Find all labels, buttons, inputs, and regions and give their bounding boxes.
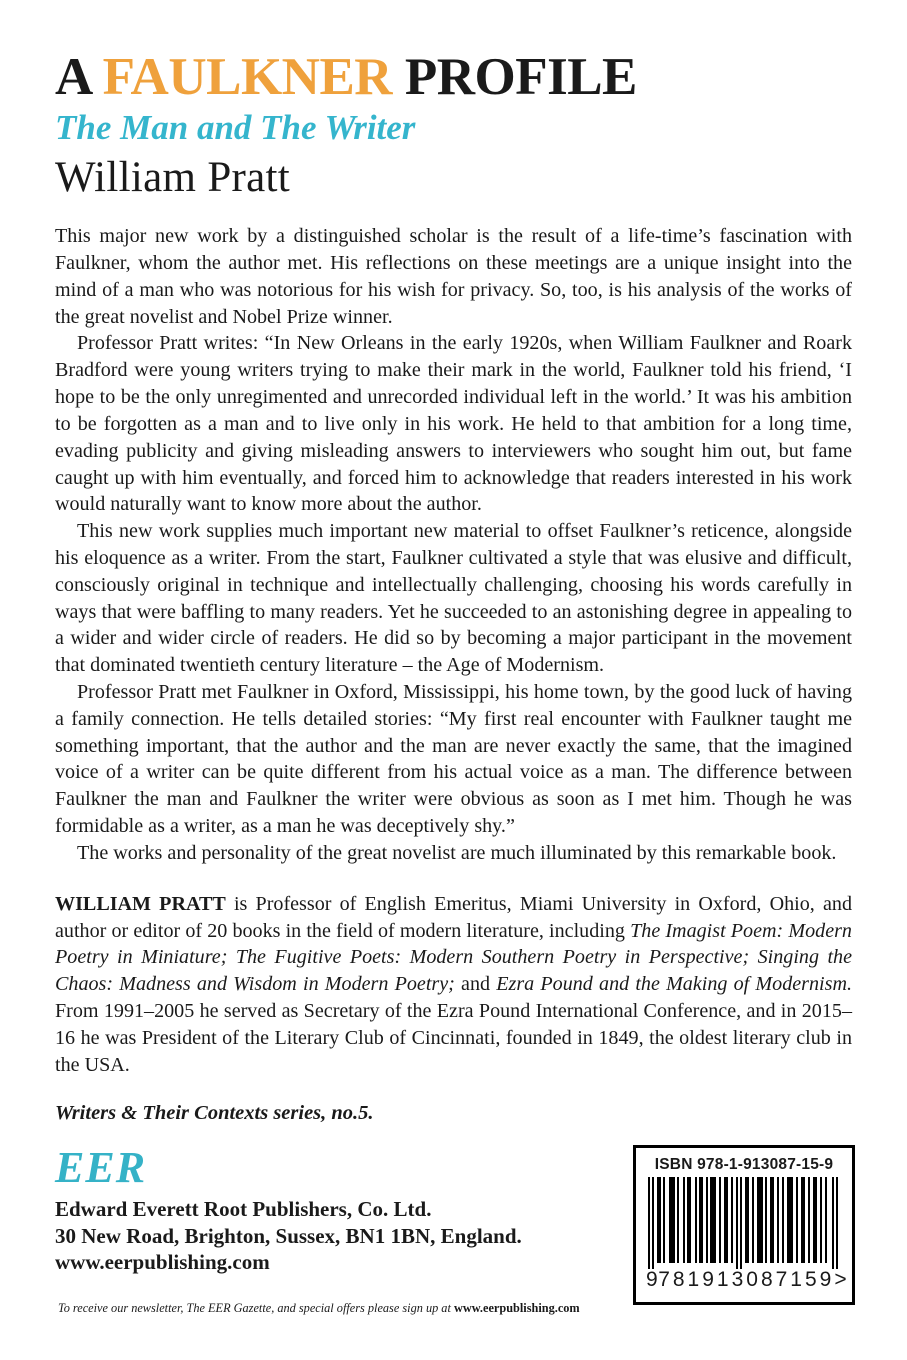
barcode-digit-group-2: 087159 xyxy=(746,1268,835,1291)
author-bio-name: WILLIAM PRATT xyxy=(55,892,226,915)
series-line: Writers & Their Contexts series, no.5. xyxy=(55,1102,374,1125)
blurb-paragraph: The works and personality of the great novelist are much illuminated by this remarkable book. xyxy=(77,841,837,864)
author-bio xyxy=(55,891,852,1079)
blurb-paragraph: Professor Pratt writes: “In New Orleans in the early 1920s, when William Faulkner and Roark Bradford were young writers trying to make their mark in the world, Faulkner told his friend, ‘I hope to be the only unregimented and unrecorded individual left in the world.’ It was his ambition to be forgotten as a man and to live only in his work. He held to that ambition for a long time, evading publicity and giving misleading answers to interviewers who sought him out, but fame caught up with him eventually, and forced him to acknowledge that readers interested in his work would naturally want to know more about the author. xyxy=(55,332,852,516)
blurb-paragraph: This new work supplies much important new material to offset Faulkner’s reticence, alongside his eloquence as a writer. From the start, Faulkner cultivated a style that was elusive and difficult, consciously original in technique and intellectually challenging, choosing his words carefully in ways that were baffling to many readers. Yet he succeeded to an astonishing degree in appealing to a wider and wider circle of readers. He did so by becoming a major participant in the movement that dominated twentieth century literature – the Age of Modernism. xyxy=(55,520,852,677)
newsletter-signup-line xyxy=(58,1301,580,1316)
title-block xyxy=(55,0,852,201)
author-name: William Pratt xyxy=(55,153,291,201)
newsletter-url[interactable]: www.eerpublishing.com xyxy=(453,1301,580,1316)
author-bio-intro: is Professor of English Emeritus, Miami University in Oxford, Ohio, and author or editor of 20 books in the field of modern literature, including xyxy=(55,892,852,942)
eer-logo: EER xyxy=(55,1143,147,1193)
blurb-paragraph: Professor Pratt met Faulkner in Oxford, Mississippi, his home town, by the good luck of having a family connection. He tells detailed stories: “My first real encounter with Faulkner taught me something important, that the author and the man are never exactly the same, that the imagined voice of a writer can be quite different from his actual voice as a man. The difference between Faulkner the man and Faulkner the writer were obvious as soon as I met him. Though he was formidable as a writer, as a man he was deceptively shy.” xyxy=(55,681,852,838)
publisher-address: 30 New Road, Brighton, Sussex, BN1 1BN, England. xyxy=(55,1223,522,1248)
title-part-2: PROFILE xyxy=(392,48,637,106)
newsletter-text: To receive our newsletter, The EER Gazette, and special offers please sign up at xyxy=(58,1301,454,1316)
barcode-digit-end: > xyxy=(834,1268,848,1291)
isbn-barcode-box xyxy=(633,1145,855,1305)
barcode-digit-lead: 9 xyxy=(646,1268,659,1291)
publisher-website[interactable]: www.eerpublishing.com xyxy=(55,1250,270,1275)
title-part-1: A xyxy=(55,48,103,106)
barcode-digits xyxy=(646,1268,848,1292)
author-bio-conjunction: and xyxy=(454,973,497,996)
author-bio-outro: From 1991–2005 he served as Secretary of the Ezra Pound International Conference, and in 2015–16 he was President of the Literary Club of Cincinnati, founded in 1849, the oldest literary club in the USA. xyxy=(55,999,852,1076)
blurb-paragraph: This major new work by a distinguished scholar is the result of a life-time’s fascination with Faulkner, whom the author met. His reflections on these meetings are a unique insight into the mind of a man who was notorious for his wish for privacy. So, too, is his analysis of the works of the great novelist and Nobel Prize winner. xyxy=(55,225,852,328)
author-works-list: The Imagist Poem: Modern Poetry in Miniature; The Fugitive Poets: Modern Southern Poetry in Perspective; Singing the Chaos: Madness and Wisdom in Modern Poetry; xyxy=(55,919,852,996)
barcode-digit-group-1: 781913 xyxy=(658,1268,747,1291)
isbn-label: ISBN 978-1-913087-15-9 xyxy=(654,1156,834,1173)
author-bio-paragraph xyxy=(55,891,852,1079)
publisher-block xyxy=(55,1143,615,1276)
publisher-name: Edward Everett Root Publishers, Co. Ltd. xyxy=(55,1197,432,1222)
book-subtitle: The Man and The Writer xyxy=(55,108,416,148)
barcode-bars-icon xyxy=(646,1177,842,1269)
title-accent-word: FAULKNER xyxy=(102,48,393,106)
page-title xyxy=(55,50,852,104)
blurb-text xyxy=(55,223,852,867)
author-works-list-2: Ezra Pound and the Making of Modernism. xyxy=(496,973,852,996)
